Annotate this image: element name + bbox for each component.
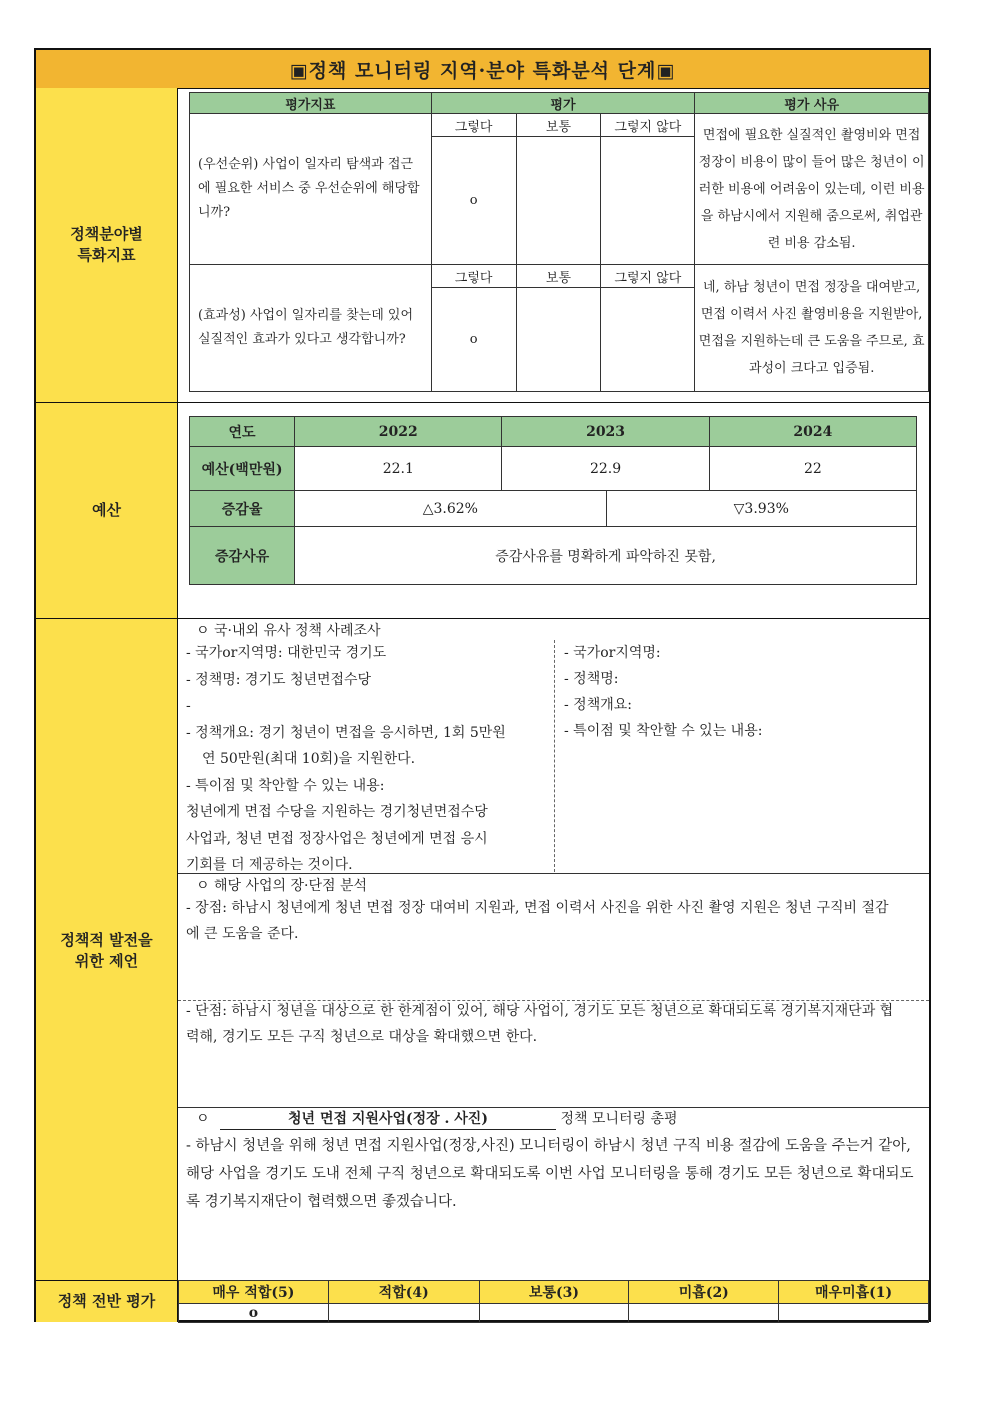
budget-year-label: 연도 xyxy=(190,417,295,447)
option-neutral: 보통 xyxy=(516,114,601,137)
mark-no[interactable] xyxy=(601,288,695,392)
question-effectiveness: (효과성) 사업이 일자리를 찾는데 있어 실질적인 효과가 있다고 생각합니까? xyxy=(190,265,432,392)
budget-year: 2022 xyxy=(295,417,502,447)
case-line: 기회를 더 제공하는 것이다. xyxy=(186,857,353,873)
rating-mark[interactable] xyxy=(479,1304,629,1323)
section-label-specialized: 정책분야별 특화지표 xyxy=(36,88,178,402)
rating-table xyxy=(178,1280,929,1323)
budget-rate: ▽3.93% xyxy=(606,491,916,527)
header-indicator: 평가지표 xyxy=(190,93,432,114)
rating-mark[interactable] xyxy=(779,1304,929,1323)
case-line: - 정책명: 경기도 청년면접수당 xyxy=(186,671,372,688)
proscons-heading: ㅇ 해당 사업의 장·단점 분석 xyxy=(196,878,368,894)
section-label-overall: 정책 전반 평가 xyxy=(36,1281,178,1322)
budget-reason: 증감사유를 명확하게 파악하진 못함, xyxy=(295,527,917,585)
option-yes: 그렇다 xyxy=(431,265,516,288)
rating-option: 매우 적합(5) xyxy=(179,1281,329,1304)
budget-amount: 22.1 xyxy=(295,447,502,491)
mark-neutral[interactable] xyxy=(516,288,601,392)
option-no: 그렇지 않다 xyxy=(601,265,695,288)
left-case xyxy=(186,640,556,879)
case-line: - 특이점 및 착안할 수 있는 내용: xyxy=(186,777,385,794)
header-reason: 평가 사유 xyxy=(695,93,929,114)
rating-option: 보통(3) xyxy=(479,1281,629,1304)
reason-priority: 면접에 필요한 실질적인 촬영비와 면접 정장이 비용이 많이 들어 많은 청년이 이러한 비용에 어려움이 있는데, 이런 비용을 하남시에서 지원해 줌으로써, 취업관련 비용 감소됨. xyxy=(695,114,929,265)
case-divider xyxy=(554,640,555,872)
rating-mark[interactable]: o xyxy=(179,1304,329,1323)
case-line: - 정책개요: 경기 청년이 면접을 응시하면, 1회 5만원 xyxy=(186,724,506,741)
mark-neutral[interactable] xyxy=(516,137,601,265)
rating-option: 적합(4) xyxy=(328,1281,479,1304)
summary-project: 청년 면접 지원사업(정장 . 사진) xyxy=(220,1109,556,1130)
question-priority: (우선순위) 사업이 일자리 탐색과 접근에 필요한 서비스 중 우선순위에 해당합니까? xyxy=(190,114,432,265)
section-label-proposal: 정책적 발전을 위한 제언 xyxy=(36,619,178,1282)
page-title: ▣정책 모니터링 지역·분야 특화분석 단계▣ xyxy=(36,50,929,89)
option-yes: 그렇다 xyxy=(431,114,516,137)
case-heading: ㅇ 국·내외 유사 정책 사례조사 xyxy=(196,623,381,639)
budget-rate: △3.62% xyxy=(295,491,606,527)
case-line: - 특이점 및 착안할 수 있는 내용: xyxy=(564,723,763,739)
summary-bullet: ㅇ xyxy=(196,1111,210,1127)
rating-option: 매우미흡(1) xyxy=(779,1281,929,1304)
summary-heading xyxy=(196,1106,926,1132)
case-line: - 국가or지역명: xyxy=(564,645,661,661)
budget-year: 2024 xyxy=(709,417,916,447)
budget-year: 2023 xyxy=(502,417,709,447)
pros-text: - 장점: 하남시 청년에게 청년 면접 정장 대여비 지원과, 면접 이력서 사진을 위한 사진 촬영 지원은 청년 구직비 절감에 큰 도움을 준다. xyxy=(186,900,889,942)
budget-rate-label: 증감율 xyxy=(190,491,295,527)
cons-text: - 단점: 하남시 청년을 대상으로 한 한계점이 있어, 해당 사업이, 경기도 모든 청년으로 확대되도록 경기복지재단과 협력해, 경기도 모든 구직 청년으로 대상을 확대했으면 한다. xyxy=(186,1003,894,1045)
summary-text: - 하남시 청년을 위해 청년 면접 지원사업(정장,사진) 모니터링이 하남시 청년 구직 비용 절감에 도움을 주는거 같아, 해당 사업을 경기도 도내 전체 구직 청년으로 확대되도록 이번 사업 모니터링을 통해 경기도 모든 청년으로 확대되도록 경기복지재단이 협력했으면 좋겠습니다. xyxy=(186,1138,914,1210)
mark-yes[interactable]: o xyxy=(431,137,516,265)
mark-yes[interactable]: o xyxy=(431,288,516,392)
budget-amount: 22.9 xyxy=(502,447,709,491)
case-line: - 국가or지역명: 대한민국 경기도 xyxy=(186,645,387,661)
case-line: 연 50만원(최대 10회)을 지원한다. xyxy=(202,751,416,767)
budget-reason-label: 증감사유 xyxy=(190,527,295,585)
right-case xyxy=(564,640,924,744)
budget-amount-label: 예산(백만원) xyxy=(190,447,295,491)
policy-form xyxy=(34,48,931,1322)
budget-table xyxy=(189,416,917,585)
header-evaluation: 평가 xyxy=(431,93,695,114)
summary-suffix: 정책 모니터링 총평 xyxy=(560,1111,678,1127)
budget-amount: 22 xyxy=(709,447,916,491)
case-line: - 정책개요: xyxy=(564,697,632,713)
rating-mark[interactable] xyxy=(328,1304,479,1323)
mark-no[interactable] xyxy=(601,137,695,265)
reason-effectiveness: 네, 하남 청년이 면접 정장을 대여받고, 면접 이력서 사진 촬영비용을 지원받아, 면접을 지원하는데 큰 도움을 주므로, 효과성이 크다고 입증됨. xyxy=(695,265,929,392)
case-line: - xyxy=(186,698,191,714)
option-neutral: 보통 xyxy=(516,265,601,288)
option-no: 그렇지 않다 xyxy=(601,114,695,137)
case-line: 청년에게 면접 수당을 지원하는 경기청년면접수당 xyxy=(186,804,488,820)
evaluation-table xyxy=(189,92,929,392)
case-line: - 정책명: xyxy=(564,671,619,687)
rating-option: 미흡(2) xyxy=(629,1281,779,1304)
rating-mark[interactable] xyxy=(629,1304,779,1323)
case-line: 사업과, 청년 면접 정장사업은 청년에게 면접 응시 xyxy=(186,830,488,847)
section-label-budget: 예산 xyxy=(36,403,178,618)
